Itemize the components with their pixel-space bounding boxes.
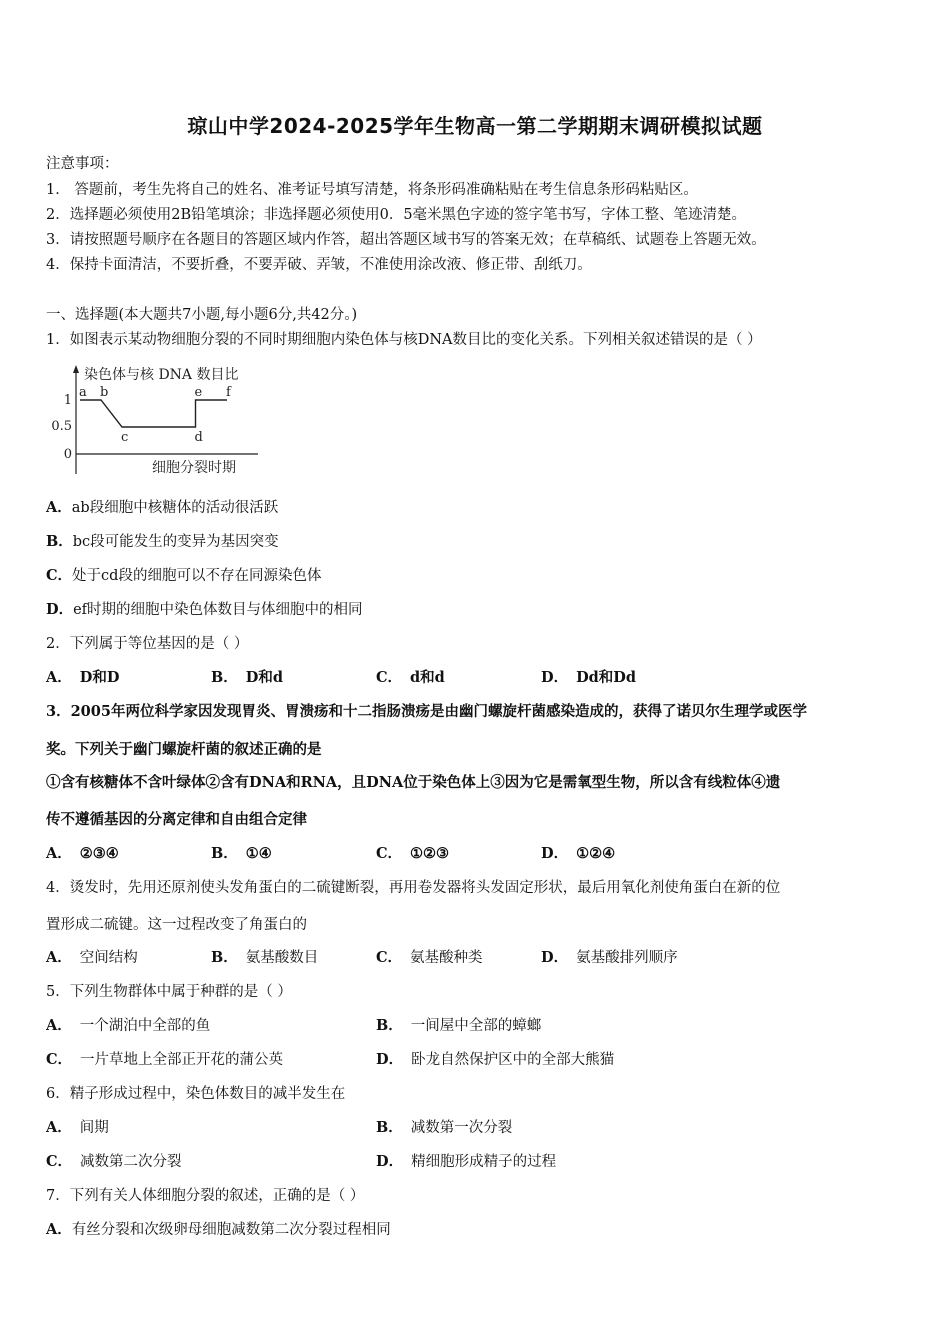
point-label-c: c <box>121 430 129 445</box>
q2-option-b[interactable] <box>211 666 283 687</box>
option-text: 减数第二次分裂 <box>80 1154 182 1170</box>
q5-option-a[interactable] <box>46 1014 210 1035</box>
q6-stem: 6．精子形成过程中，染色体数目的减半发生在 <box>46 1086 346 1102</box>
option-label: C． <box>46 1051 73 1068</box>
option-text: ②③④ <box>79 845 119 862</box>
option-text: bc段可能发生的变异为基因突变 <box>72 534 279 550</box>
option-label: B． <box>211 949 238 966</box>
option-text: 氨基酸种类 <box>410 950 483 966</box>
option-label: A． <box>46 949 72 966</box>
option-label: C． <box>376 845 403 862</box>
option-label: A． <box>46 1017 72 1034</box>
y-tick-1: 1 <box>63 393 72 408</box>
point-label-d: d <box>194 430 203 445</box>
y-tick-0.5: 0.5 <box>51 419 72 434</box>
q1-stem: 1．如图表示某动物细胞分裂的不同时期细胞内染色体与核DNA数目比的变化关系。下列相关叙述错误的是（ ） <box>46 332 762 348</box>
notice-item-2: 2．选择题必须使用2B铅笔填涂；非选择题必须使用0．5毫米黑色字迹的签字笔书写，字体工整、笔迹清楚。 <box>46 207 747 223</box>
q1-chart <box>46 362 276 480</box>
q6-option-d[interactable] <box>376 1150 556 1171</box>
option-label: B． <box>46 533 73 550</box>
option-label: B． <box>211 669 238 686</box>
q3-option-a[interactable] <box>46 842 119 863</box>
option-text: 一间屋中全部的蟑螂 <box>410 1018 542 1034</box>
option-text: 减数第一次分裂 <box>410 1120 513 1136</box>
point-label-f: f <box>226 385 231 400</box>
option-text: Dd和Dd <box>576 669 637 686</box>
option-text: 精细胞形成精子的过程 <box>411 1154 557 1170</box>
q3-stem-line1: 3．2005年两位科学家因发现胃炎、胃溃疡和十二指肠溃疡是由幽门螺旋杆菌感染造成的，获得了诺贝尔生理学或医学 <box>46 703 807 720</box>
option-text: 空间结构 <box>79 950 138 966</box>
q4-option-d[interactable] <box>541 946 678 967</box>
option-text: 一个湖泊中全部的鱼 <box>79 1018 211 1034</box>
q2-option-d[interactable] <box>541 666 636 687</box>
option-text: 氨基酸数目 <box>245 950 319 966</box>
option-label: D． <box>46 601 74 618</box>
section-heading: 一、选择题(本大题共7小题,每小题6分,共42分。) <box>46 307 358 323</box>
option-text: ①④ <box>245 845 272 862</box>
q7-option-a[interactable] <box>46 1218 391 1239</box>
option-text: D和d <box>245 669 283 686</box>
q2-option-a[interactable] <box>46 666 119 687</box>
q4-option-a[interactable] <box>46 946 138 967</box>
option-label: D． <box>541 669 569 686</box>
option-label: A． <box>46 1221 72 1238</box>
y-tick-0: 0 <box>63 447 72 462</box>
q3-option-d[interactable] <box>541 842 615 863</box>
q1-option-d[interactable] <box>46 598 363 619</box>
point-label-a: a <box>79 385 87 400</box>
series-line <box>80 400 227 427</box>
option-label: C． <box>46 567 73 584</box>
option-label: D． <box>541 949 569 966</box>
point-label-e: e <box>194 385 203 400</box>
option-label: D． <box>376 1153 404 1170</box>
q3-stem-line4: 传不遵循基因的分离定律和自由组合定律 <box>46 811 307 828</box>
option-label: A． <box>46 669 72 686</box>
option-label: B． <box>376 1119 403 1136</box>
q4-option-b[interactable] <box>211 946 318 967</box>
option-label: B． <box>376 1017 403 1034</box>
option-label: A． <box>46 845 72 862</box>
q1-option-b[interactable] <box>46 530 279 551</box>
q6-option-b[interactable] <box>376 1116 512 1137</box>
point-label-b: b <box>100 385 109 400</box>
notice-item-4: 4．保持卡面清洁，不要折叠，不要弄破、弄皱，不准使用涂改液、修正带、刮纸刀。 <box>46 257 592 273</box>
notice-item-3: 3．请按照题号顺序在各题目的答题区域内作答，超出答题区域书写的答案无效；在草稿纸、试题卷上答题无效。 <box>46 232 766 248</box>
option-label: C． <box>376 669 403 686</box>
q5-option-c[interactable] <box>46 1048 283 1069</box>
option-text: ab段细胞中核糖体的活动很活跃 <box>71 500 279 516</box>
option-text: 有丝分裂和次级卵母细胞减数第二次分裂过程相同 <box>71 1222 391 1238</box>
option-text: 间期 <box>79 1120 109 1136</box>
q3-option-b[interactable] <box>211 842 272 863</box>
option-text: d和d <box>410 669 445 686</box>
option-label: D． <box>376 1051 404 1068</box>
option-text: 卧龙自然保护区中的全部大熊猫 <box>411 1052 615 1068</box>
option-text: ①②③ <box>410 845 450 862</box>
q3-stem-line2: 奖。下列关于幽门螺旋杆菌的叙述正确的是 <box>46 741 322 758</box>
option-label: C． <box>376 949 403 966</box>
option-label: A． <box>46 1119 72 1136</box>
q3-stem-line3: ①含有核糖体不含叶绿体②含有DNA和RNA，且DNA位于染色体上③因为它是需氧型生物，所以含有线粒体④遗 <box>46 774 781 791</box>
option-label: A． <box>46 499 72 516</box>
q2-option-c[interactable] <box>376 666 445 687</box>
q2-stem: 2．下列属于等位基因的是（ ） <box>46 636 249 652</box>
option-text: 一片草地上全部正开花的蒲公英 <box>80 1052 284 1068</box>
option-text: 处于cd段的细胞可以不存在同源染色体 <box>72 568 322 584</box>
option-label: C． <box>46 1153 73 1170</box>
q5-stem: 5．下列生物群体中属于种群的是（ ） <box>46 984 292 1000</box>
option-text: D和D <box>79 669 120 686</box>
page-title: 琼山中学2024-2025学年生物高一第二学期期末调研模拟试题 <box>187 114 763 138</box>
q4-stem-line1: 4．烫发时，先用还原剂使头发角蛋白的二硫键断裂，再用卷发器将头发固定形状，最后用氧化剂使角蛋白在新的位 <box>46 880 781 896</box>
chart-title: 染色体与核 DNA 数目比 <box>84 367 239 383</box>
q7-stem: 7．下列有关人体细胞分裂的叙述，正确的是（ ） <box>46 1188 365 1204</box>
q5-option-b[interactable] <box>376 1014 541 1035</box>
notice-item-1: 1． 答题前，考生先将自己的姓名、准考证号填写清楚，将条形码准确粘贴在考生信息条形码粘贴区。 <box>46 182 698 198</box>
q6-option-c[interactable] <box>46 1150 182 1171</box>
q5-option-d[interactable] <box>376 1048 614 1069</box>
option-text: 氨基酸排列顺序 <box>576 950 678 966</box>
q4-stem-line2: 置形成二硫键。这一过程改变了角蛋白的 <box>46 917 307 933</box>
q3-option-c[interactable] <box>376 842 449 863</box>
q1-option-c[interactable] <box>46 564 321 585</box>
y-axis-arrow <box>73 365 79 373</box>
q6-option-a[interactable] <box>46 1116 109 1137</box>
q4-option-c[interactable] <box>376 946 483 967</box>
q1-option-a[interactable] <box>46 496 278 517</box>
x-axis-label: 细胞分裂时期 <box>152 460 236 476</box>
option-text: ①②④ <box>576 845 616 862</box>
option-text: ef时期的细胞中染色体数目与体细胞中的相同 <box>73 602 363 618</box>
notice-heading: 注意事项： <box>46 156 119 172</box>
option-label: D． <box>541 845 569 862</box>
option-label: B． <box>211 845 238 862</box>
